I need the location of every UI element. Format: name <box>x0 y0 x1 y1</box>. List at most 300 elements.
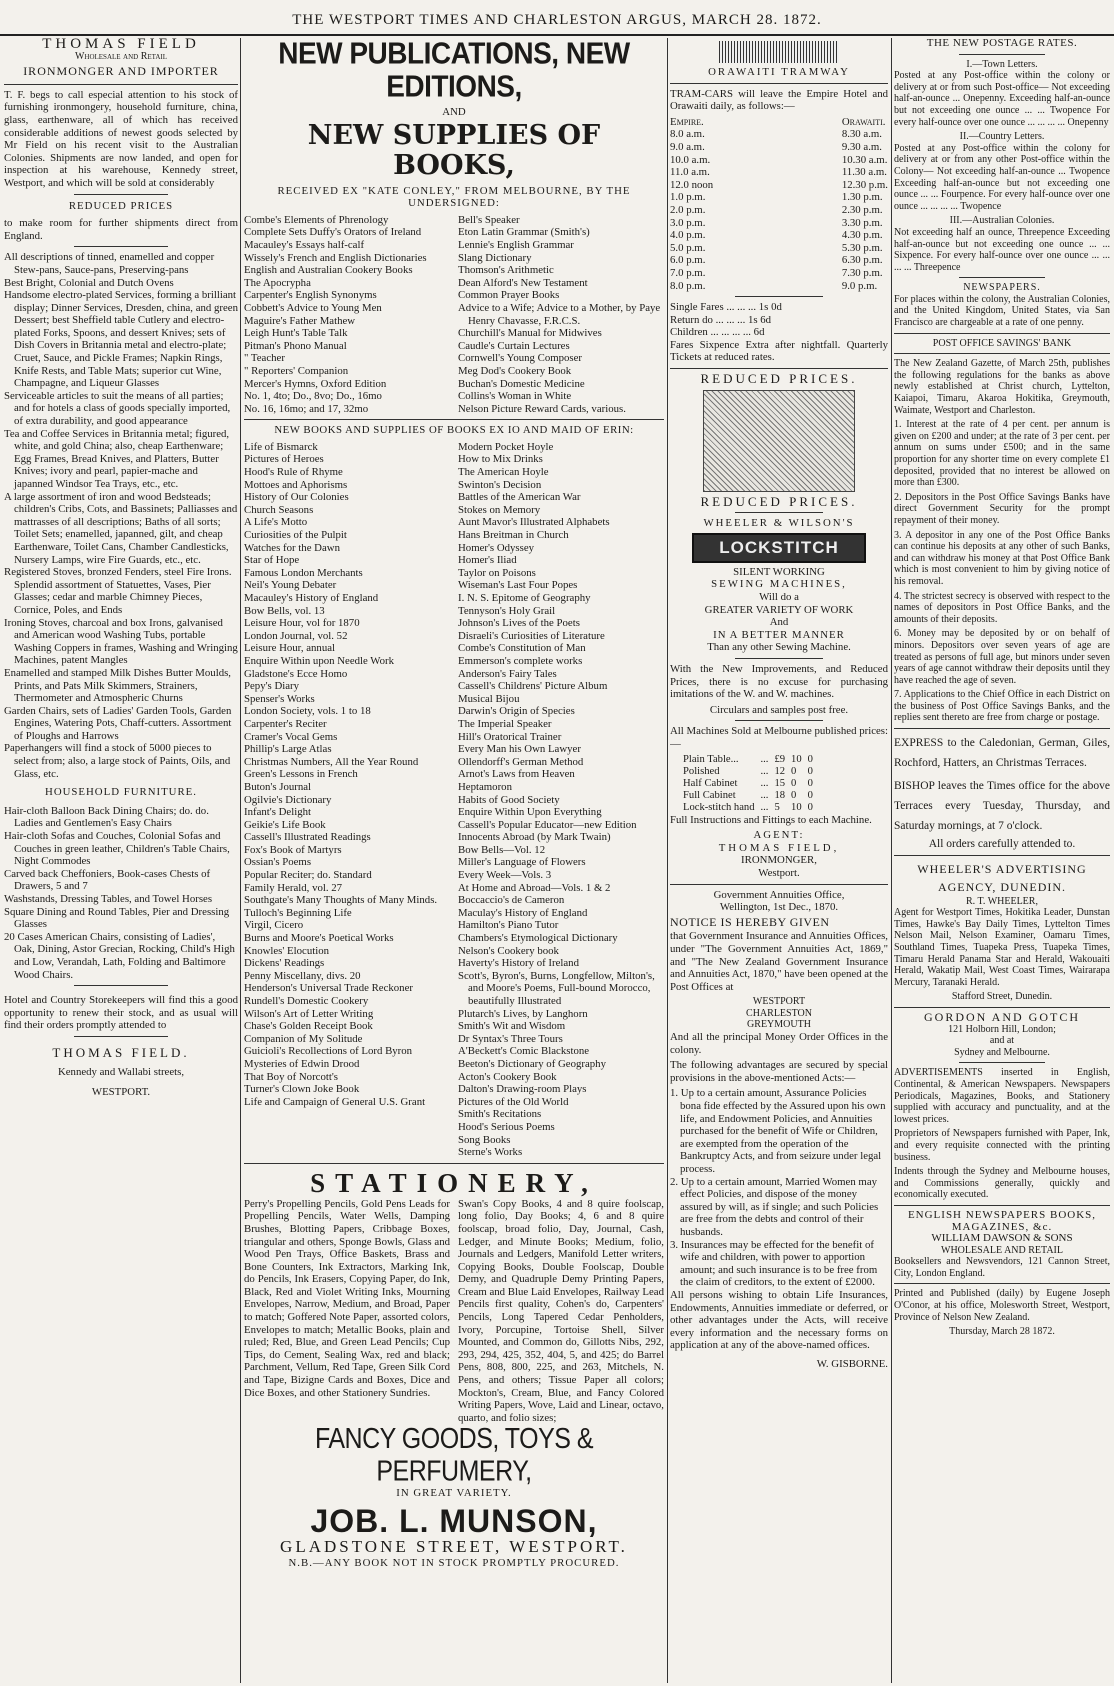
dawson-text: Booksellers and Newsvendors, 121 Cannon Street, City, London England. <box>894 1256 1110 1279</box>
improvements-text: With the New Improvements, and Reduced Prices, there is no excuse for purchasing imitations of the W. and W. machines. <box>670 663 888 701</box>
price-cell: Plain Table... <box>683 753 739 765</box>
book-item: Cassell's Popular Educator—new Edition <box>458 818 637 831</box>
list-item: Paperhangers will find a stock of 5000 pieces to select from; also, a large stock of Paints, Oils, and Glass, etc. <box>4 742 231 780</box>
book-item: Mysteries of Edwin Drood <box>244 1057 360 1070</box>
list-item: 1. Up to a certain amount, Assurance Policies bona fide effected by the Assured upon his own life, and Endowment Policies, and Annuities purchased for the benefit of Wife or Children, are exempted from the operation of the Bankruptcy Acts, and from seizure under legal process. <box>670 1087 886 1175</box>
imprint-date: Thursday, March 28 1872. <box>949 1326 1055 1338</box>
gov-office: Government Annuities Office, <box>713 888 845 901</box>
time-entry: 12.30 p.m. <box>841 178 888 191</box>
book-item: Turner's Clown Joke Book <box>244 1083 360 1096</box>
than-text: Than any other Sewing Machine. <box>707 641 851 654</box>
book-item: At Home and Abroad—Vols. 1 & 2 <box>458 881 611 894</box>
australian-heading: III.—Australian Colonies. <box>949 215 1055 227</box>
book-item: Pitman's Phono Manual <box>244 339 347 352</box>
price-table <box>680 754 816 814</box>
price-cell: Half Cabinet <box>683 777 738 789</box>
time-entry: 11.30 a.m. <box>841 166 887 179</box>
gisborne-signature: W. GISBORNE. <box>816 1357 888 1370</box>
book-item: Companion of My Solitude <box>244 1032 363 1045</box>
timetable-header: Empire. <box>670 115 704 128</box>
household-heading: HOUSEHOLD FURNITURE. <box>45 786 197 799</box>
divider <box>894 1007 1110 1008</box>
divider <box>894 1205 1110 1206</box>
divider <box>735 296 822 297</box>
time-entry: 5.0 p.m. <box>670 241 706 254</box>
time-entry: 9.30 a.m. <box>841 140 882 153</box>
book-item: Eton Latin Grammar (Smith's) <box>458 226 590 239</box>
book-item: " Reporters' Companion <box>244 364 349 377</box>
book-item: Complete Sets Duffy's Orators of Ireland <box>244 226 422 239</box>
express-text: EXPRESS to the Caledonian, German, Giles, Rochford, Hatters, an Christmas Terraces. <box>894 737 1110 770</box>
divider <box>894 1283 1110 1284</box>
advantages-list <box>670 1087 888 1289</box>
advantages-text: The following advantages are secured by special provisions in the above-mentioned Acts:— <box>670 1059 888 1084</box>
price-cell: 10 <box>791 801 802 813</box>
book-item: A Life's Motto <box>244 516 308 529</box>
variety-text: IN GREAT VARIETY. <box>396 1487 512 1500</box>
book-item: Homer's Iliad <box>458 554 517 567</box>
column-rule <box>240 38 241 1683</box>
book-item: Hill's Oratorical Trainer <box>458 730 562 743</box>
price-cell: 0 <box>791 789 797 801</box>
book-item: Bow Bells, vol. 13 <box>244 604 325 617</box>
agent-name: THOMAS FIELD, <box>718 841 840 854</box>
divider <box>735 658 822 659</box>
list-item: Tea and Coffee Services in Britannia metal; figured, white, and gold China; also, cheap Earthenware; Egg Frames, Bread Knives, and Platters, Butter Knives; ivory and pearl, papier-mache and japanned Windsor Tea Trays, etc., etc. <box>4 427 230 490</box>
book-item: Gladstone's Ecce Homo <box>244 667 348 680</box>
fare-item: Single Fares ... ... ... 1s 0d <box>670 301 782 314</box>
savings-intro: The New Zealand Gazette, of March 25th, publishes the following regulations for the banks as above newly established at Christ church, Lyttelton, Kaiapoi, Timaru, Akaroa Hokitika, Greymouth, Waimate, Westport and Charleston. <box>894 358 1110 416</box>
sewing-machine-illustration <box>703 390 855 492</box>
book-item: Every Week—Vols. 3 <box>458 869 552 882</box>
fares-list <box>670 301 888 339</box>
book-item: Thomson's Arithmetic <box>458 264 554 277</box>
book-item: Church Seasons <box>244 503 314 516</box>
book-item: Pictures of Heroes <box>244 453 324 466</box>
place: CHARLESTON <box>746 1007 812 1019</box>
book-item: Buton's Journal <box>244 780 312 793</box>
divider <box>894 353 1110 354</box>
book-item: Advice to a Wife; Advice to a Mother, by Paye Henry Chavasse, F.R.C.S. <box>458 301 661 327</box>
book-item: Nelson Picture Reward Cards, various. <box>458 402 626 415</box>
time-entry: 3.30 p.m. <box>841 216 883 229</box>
divider <box>4 84 238 85</box>
time-entry: 2.0 p.m. <box>670 203 706 216</box>
price-cell: 15 <box>774 777 786 789</box>
book-item: Haverty's History of Ireland <box>458 957 579 970</box>
stafford-address: Stafford Street, Dunedin. <box>951 991 1053 1003</box>
erin-heading: NEW BOOKS AND SUPPLIES OF BOOKS EX IO AND MAID OF ERIN: <box>274 424 634 437</box>
book-item: Popular Reciter; do. Standard <box>244 869 372 882</box>
time-entry: 8.30 a.m. <box>841 128 882 141</box>
holborn-address: 121 Holborn Hill, London; <box>948 1023 1056 1035</box>
book-item: Leigh Hunt's Table Talk <box>244 327 348 340</box>
book-item: Arnot's Laws from Heaven <box>458 768 575 781</box>
book-item: Pepy's Diary <box>244 680 300 693</box>
book-item: English and Australian Cookery Books <box>244 264 413 277</box>
price-cell: 0 <box>807 765 813 777</box>
stationery-right-text: Swan's Copy Books, 4 and 8 quire foolscap, long folio, Day Books; 4, 6 and 8 quire foolscap, broad folio, Day, Journal, Cash, Ledger, and Minute Books; Medium, folio, Journals and Ledgers, Manifold Letter writers, Copying Books, Double Foolscap, Double Demy, and Quadruple Demy Printing Papers, Cream and Blue Laid Envelopes, Railway Lead Pencils first quality, Cohen's do, Carpenters' Pencils, Long Tapered Cedar Penholders, Ivory, Porcupine, Tortoise Shell, Silver Mounted, and Common do, Gillotts Nibs, 292, 293, 294, 425, 352, 404, 5, and 425; do Barrel Pens, 808, 800, 225, and 263, Mitchels, N. Pens, and others; Tissue Paper all colors; Mockton's, Cream, Blue, and Fancy Colored Writing Papers, Wove, Laid and Linear, octavo, quarto, and folio sizes; <box>458 1197 664 1424</box>
book-item: Slang Dictionary <box>458 251 532 264</box>
list-item: Garden Chairs, sets of Ladies' Garden Tools, Garden Engines, Watering Pots, Chaff-cutters. Assortment of Ploughs and Harrows <box>4 704 232 742</box>
agent-trade: IRONMONGER, <box>741 854 817 867</box>
stationery-left-text: Perry's Propelling Pencils, Gold Pens Leads for Propelling Pencils, Water Wells, Damping Brushes, Blotting Papers, Cribbage Boxes, triangular and others, Sponge Bowls, Glass and Wood Pen Trays, Office Baskets, Brass and Bone Counters, Ink Extractors, Marking Ink, do Pencils, Ink Erasers, Copying Paper, do Ink, Black, Red and Violet Writing Inks, Mourning Envelopes, Narrow, Medium, and Broad, Paper to match; Goffered Note Paper, assorted colors, Envelopes to match; Metallic Books, plain and ruled; Red, Blue, and Green Lead Pencils; Cup Tips, do Cement, Sealing Wax, red and black; Parchment, Vellum, Red Tape, Green Silk Cord and Tape, Bizigne Cards and Boxes, Dice and Dice Boxes, and other Stationery Sundries. <box>244 1197 450 1399</box>
book-item: Taylor on Poisons <box>458 566 536 579</box>
book-item: Combe's Constitution of Man <box>458 642 586 655</box>
book-item: Combe's Elements of Phrenology <box>244 213 389 226</box>
price-cell: Lock-stitch hand <box>683 801 755 813</box>
price-cell: 10 <box>791 753 802 765</box>
price-cell: ... <box>760 753 769 765</box>
book-item: Cramer's Vocal Gems <box>244 730 338 743</box>
book-item: Wiseman's Last Four Popes <box>458 579 578 592</box>
time-entry: 4.30 p.m. <box>841 229 883 242</box>
signature-name: THOMAS FIELD. <box>52 1044 190 1060</box>
price-cell: 0 <box>807 777 813 789</box>
divider <box>670 368 888 369</box>
price-cell: ... <box>760 777 769 789</box>
lockstitch-banner: LOCKSTITCH <box>692 533 866 563</box>
dawson-heading: WILLIAM DAWSON & SONS <box>931 1232 1073 1245</box>
book-item: Lennie's English Grammar <box>458 238 574 251</box>
time-entry: 9.0 p.m. <box>841 279 878 292</box>
book-item: Family Herald, vol. 27 <box>244 881 343 894</box>
munson-name: JOB. L. MUNSON, <box>310 1503 598 1539</box>
book-item: Carpenter's Reciter <box>244 717 327 730</box>
timetable-header: Orawaiti. <box>841 115 886 128</box>
advertiser-trade: IRONMONGER AND IMPORTER <box>23 64 219 79</box>
book-item: Hans Breitman in Church <box>458 529 569 542</box>
book-item: Leisure Hour, vol for 1870 <box>244 617 360 630</box>
agent-label: AGENT: <box>753 829 805 842</box>
times-orawaiti <box>842 116 888 292</box>
book-item: Henderson's Universal Trade Reckoner <box>244 982 413 995</box>
time-entry: 5.30 p.m. <box>841 241 883 254</box>
book-item: Tulloch's Beginning Life <box>244 906 352 919</box>
street-text: GLADSTONE STREET, WESTPORT. <box>280 1537 628 1556</box>
intro-text: T. F. begs to call especial attention to his stock of furnishing ironmongery, household furniture, china, glass, earthenware, all of which has received considerable additions of newest goods selected by Mr Field on his recent visit to the Australian Colonies. Shipments are now landed, and open for inspection at his warehouse, Kennedy street, Westport, and which will be sold at considerably <box>4 88 238 189</box>
book-item: History of Our Colonies <box>244 491 349 504</box>
stationery-list <box>244 1198 664 1428</box>
money-text: And all the principal Money Order Offices in the colony. <box>670 1031 888 1056</box>
book-item: Geikie's Life Book <box>244 818 326 831</box>
list-item: Square Dining and Round Tables, Pier and Dressing Glasses <box>4 905 230 931</box>
book-item: Dr Syntax's Three Tours <box>458 1032 563 1045</box>
erin-left <box>244 441 450 1159</box>
book-item: Meg Dod's Cookery Book <box>458 364 572 377</box>
reduced-prices-heading: REDUCED PRICES. <box>700 371 858 387</box>
book-item: Enquire Within Upon Everything <box>458 806 602 819</box>
book-item: Christmas Numbers, All the Year Round <box>244 755 419 768</box>
book-item: Johnson's Lives of the Poets <box>458 617 580 630</box>
country-letters-text: Posted at any Post-office within the colony for delivery at or from any other Post-office within the Colony— Not exceeding half-an-ounce ... Twopence Exceeding half-an-ounce but not exceeding one ounce ... ... Fourpence. For every half-ounce over one ounce ... ... ... ... Twopence <box>894 142 1110 212</box>
book-item: A'Beckett's Comic Blackstone <box>458 1045 590 1058</box>
book-item: That Boy of Norcott's <box>244 1070 339 1083</box>
list-item: All descriptions of tinned, enamelled and copper Stew-pans, Sauce-pans, Preserving-pans <box>4 251 215 276</box>
savings-rule: 2. Depositors in the Post Office Savings Banks have direct Government Security for the prompt repayment of their money. <box>894 491 1110 526</box>
book-item: Pictures of the Old World <box>458 1095 569 1108</box>
book-item: Smith's Recitations <box>458 1108 542 1121</box>
divider <box>74 194 168 195</box>
book-item: Wilson's Art of Letter Writing <box>244 1007 374 1020</box>
bishop-text: BISHOP leaves the Times office for the above Terraces every Tuesday, Thursday, and Saturday mornings, at 7 o'clock. <box>894 780 1110 833</box>
book-item: Every Man his Own Lawyer <box>458 743 581 756</box>
book-item: Cornwell's Young Composer <box>458 352 583 365</box>
country-letters-heading: II.—Country Letters. <box>959 131 1045 143</box>
books-list-1 <box>244 214 664 416</box>
nb-text: N.B.—ANY BOOK NOT IN STOCK PROMPTLY PROCURED. <box>288 1556 620 1569</box>
price-cell: ... <box>760 801 769 813</box>
price-row <box>680 754 816 766</box>
willdo-text: Will do a <box>759 591 799 604</box>
book-item: Innocents Abroad (by Mark Twain) <box>458 831 611 844</box>
book-item: Cassell's Illustrated Readings <box>244 831 371 844</box>
book-item: Star of Hope <box>244 554 300 567</box>
book-item: Swinton's Decision <box>458 478 542 491</box>
books-title-2: NEW SUPPLIES OF BOOKS, <box>307 119 601 181</box>
book-item: Penny Miscellany, divs. 20 <box>244 969 361 982</box>
rt-wheeler: R. T. WHEELER, <box>966 895 1038 907</box>
book-item: Hamilton's Piano Tutor <box>458 919 559 932</box>
book-item: Mottoes and Aphorisms <box>244 478 348 491</box>
storekeepers-text: Hotel and Country Storekeepers will find this a good opportunity to renew their stock, and as usual will find their orders promptly attended to <box>4 994 238 1032</box>
column-tramway <box>670 38 888 1683</box>
book-item: Buchan's Domestic Medicine <box>458 377 585 390</box>
book-item: Curiosities of the Pulpit <box>244 529 347 542</box>
divider <box>894 728 1110 729</box>
book-item: Anderson's Fairy Tales <box>458 667 557 680</box>
book-item: Carpenter's English Synonyms <box>244 289 377 302</box>
list-item: Enamelled and stamped Milk Dishes Butter Moulds, Prints, and Pats Milk Skimmers, Strainers, Thermometer and Atmospheric Churns <box>4 666 232 705</box>
book-item: Ollendorff's German Method <box>458 755 584 768</box>
book-item: Knowles' Elocution <box>244 944 330 957</box>
list-item: Washstands, Dressing Tables, and Towel Horses <box>4 893 213 905</box>
time-entry: 10.0 a.m. <box>670 153 711 166</box>
town: WESTPORT. <box>91 1086 151 1099</box>
newspapers-text: For places within the colony, the Australian Colonies, and the United Kingdom, United States, via San Francisco are chargeable at a rate of one penny. <box>894 293 1110 329</box>
book-item: Boccaccio's de Cameron <box>458 894 565 907</box>
time-entry: 7.0 p.m. <box>670 266 706 279</box>
book-item: Musical Bijou <box>458 692 520 705</box>
masthead: THE WESTPORT TIMES AND CHARLESTON ARGUS, MARCH 28. 1872. <box>0 6 1114 36</box>
instructions-text: Full Instructions and Fittings to each Machine. <box>670 813 872 826</box>
divider <box>74 1036 168 1037</box>
fares-note: Fares Sixpence Extra after nightfall. Quarterly Tickets at reduced rates. <box>670 338 888 364</box>
australian-text: Not exceeding half an ounce, Threepence Exceeding half-an-ounce but not exceeding one ounce ... ... Sixpence. For every half-ounce over one ounce ... ... ... ... Threepence <box>894 226 1110 273</box>
book-item: Mercer's Hymns, Oxford Edition <box>244 377 387 390</box>
divider <box>959 277 1045 278</box>
time-entry: 6.30 p.m. <box>841 254 883 267</box>
furniture-list <box>4 805 238 981</box>
divider <box>244 1163 664 1164</box>
book-item: Emmerson's complete works <box>458 654 583 667</box>
savings-rule: 7. Applications to the Chief Office in each District on the business of Post Office Savings Banks, and the replies sent thereto are free from charge or postage. <box>894 689 1110 724</box>
erin-right <box>458 441 664 1159</box>
better-text: IN A BETTER MANNER <box>713 628 845 641</box>
greater-text: GREATER VARIETY OF WORK <box>704 603 854 616</box>
book-item: " Teacher <box>244 352 285 365</box>
advertiser-subtitle: Wholesale and Retail <box>74 50 168 62</box>
time-entry: 4.0 p.m. <box>670 229 706 242</box>
divider <box>894 855 1110 856</box>
list-item: Hair-cloth Balloon Back Dining Chairs; do. do. Ladies and Gentlemen's Easy Chairs <box>4 804 209 830</box>
reduced-prices-heading: REDUCED PRICES <box>68 199 174 212</box>
book-item: Disraeli's Curiosities of Literature <box>458 629 605 642</box>
advertiser-name: THOMAS FIELD <box>42 38 200 52</box>
column-postage <box>894 38 1110 1683</box>
price-cell: 5 <box>774 801 780 813</box>
savings-heading: POST OFFICE SAVINGS' BANK <box>932 337 1072 349</box>
book-item: London Society, vols. 1 to 18 <box>244 705 371 718</box>
postage-heading: THE NEW POSTAGE RATES. <box>926 38 1078 49</box>
list-item: Registered Stoves, bronzed Fenders, steel Fire Irons. Splendid assortment of Statuettes, Vases, Pier Glasses; cedar and marble Chimney Pieces, Cornice, Poles, and Ends <box>4 566 232 616</box>
book-item: Infant's Delight <box>244 806 312 819</box>
book-item: Stokes on Memory <box>458 503 541 516</box>
book-item: Bell's Speaker <box>458 213 520 226</box>
list-item: Serviceable articles to suit the means of all parties; and for hotels a class of goods specially imported, of extra durability, and good appearance <box>4 389 231 428</box>
divider <box>670 83 888 84</box>
price-cell: 0 <box>807 789 813 801</box>
book-item: Wissely's French and English Dictionaries <box>244 251 427 264</box>
received-text: RECEIVED EX "KATE CONLEY," FROM MELBOURNE, BY THE UNDERSIGNED: <box>277 184 631 210</box>
divider <box>74 985 168 986</box>
divider <box>244 419 664 420</box>
book-item: Burns and Moore's Poetical Works <box>244 932 394 945</box>
persons-text: All persons wishing to obtain Life Insurances, Endowments, Annuities immediate or deferred, or other advantages under the Acts, will receive every information and the necessary forms on application at any of the above-named offices. <box>670 1288 888 1352</box>
savings-rule: 6. Money may be deposited by or on behalf of minors. Depositors over seven years of age are treated as persons of full age, but minors under seven years of age cannot withdraw their deposits until they have reached the age of seven. <box>894 628 1110 686</box>
book-item: Aunt Mavor's Illustrated Alphabets <box>458 516 610 529</box>
time-entry: 7.30 p.m. <box>841 266 883 279</box>
book-item: No. 16, 16mo; and 17, 32mo <box>244 402 369 415</box>
book-item: Modern Pocket Hoyle <box>458 440 554 453</box>
divider <box>735 720 822 721</box>
item-list <box>4 251 238 780</box>
book-item: Miller's Language of Flowers <box>458 856 586 869</box>
price-row <box>680 778 816 790</box>
price-cell: 0 <box>807 753 813 765</box>
and-text: And <box>769 616 789 629</box>
reduced-prices-heading: REDUCED PRICES. <box>700 493 858 509</box>
town-letters-heading: I.—Town Letters. <box>966 58 1038 70</box>
book-item: Common Prayer Books <box>458 289 560 302</box>
gordon-gotch-heading: GORDON AND GOTCH <box>923 1010 1080 1024</box>
agent-town: Westport. <box>758 866 800 879</box>
savings-rule: 1. Interest at the rate of 4 per cent. per annum is given on £200 and under; at the rate of 3 per cent. per annum on sums under £500; and in the same proportion for any shorter time on every complete £1 deposited, provided that no interest be allowed on more than £300. <box>894 419 1110 489</box>
book-item: Song Books <box>458 1133 511 1146</box>
book-item: Green's Lessons in French <box>244 768 358 781</box>
machines-text: All Machines Sold at Melbourne published prices:— <box>670 725 888 750</box>
english-newspapers-heading: ENGLISH NEWSPAPERS BOOKS, MAGAZINES, &c. <box>907 1208 1097 1233</box>
fancy-goods-heading: FANCY GOODS, TOYS & PERFUMERY, <box>314 1423 594 1488</box>
dawson-subtitle: WHOLESALE AND RETAIL <box>941 1244 1063 1256</box>
books-right <box>458 214 664 416</box>
stationery-heading: STATIONERY, <box>310 1167 598 1198</box>
price-cell: 0 <box>807 801 813 813</box>
time-entry: 1.30 p.m. <box>841 191 883 204</box>
printed-by-text: Printed and Published (daily) by Eugene Joseph O'Conor, at his office, Molesworth Street, Westport, Province of Nelson New Zealand. <box>894 1288 1110 1323</box>
agent-list-text: Agent for Westport Times, Hokitika Leader, Dunstan Times, Hawke's Bay Daily Times, Lyttelton Times Nelson Mail, Nelson Examiner, Oamaru Times, Southland Times, Tuapeka Press, Tuapeka Times, Timaru Herald Panama Star and Herald, Wakouaiti Herald, Wakatip Mail, West Coast Times, Wairarapa Mercury, Taranaki Herald. <box>894 907 1110 988</box>
book-item: How to Mix Drinks <box>458 453 543 466</box>
savings-rule: 4. The strictest secrecy is observed with respect to the names of depositors in Post Office Banks, and the amounts of their deposits. <box>894 590 1110 625</box>
tram-text: TRAM-CARS will leave the Empire Hotel and Orawaiti daily, as follows:— <box>670 87 888 113</box>
silent-text: SILENT WORKING <box>733 565 825 578</box>
book-item: Famous London Merchants <box>244 566 363 579</box>
book-item: Guicioli's Recollections of Lord Byron <box>244 1045 413 1058</box>
book-item: Ogilvie's Dictionary <box>244 793 332 806</box>
time-entry: 10.30 a.m. <box>841 153 888 166</box>
book-item: Neil's Young Debater <box>244 579 337 592</box>
book-item: Battles of the American War <box>458 491 581 504</box>
times-empire <box>670 116 713 292</box>
book-item: Dalton's Drawing-room Plays <box>458 1083 587 1096</box>
price-cell: 0 <box>791 765 797 777</box>
book-item: Spenser's Works <box>244 692 315 705</box>
book-item: The Imperial Speaker <box>458 717 552 730</box>
time-entry: 9.0 a.m. <box>670 140 705 153</box>
fare-item: Children ... ... ... ... 6d <box>670 326 765 339</box>
list-item: Hair-cloth Sofas and Couches, Colonial Sofas and Couches in green leather, Children's Table Chairs, Night Commodes <box>4 830 230 868</box>
town-letters-text: Posted at any Post-office within the colony or delivery at or from such Post-office— Not exceeding half-an-ounce ... Onepenny. Exceeding half-an-ounce but not exceeding one ounce ... ... Twopence For every half-ounce over one ounce ... ... ... ... Onepenny <box>894 70 1110 128</box>
list-item: 3. Insurances may be effected for the benefit of wife and children, with power to apportion amount; and such insurance is to be free from the claim of creditors, to the extent of £2000. <box>670 1238 878 1289</box>
price-row <box>680 790 816 802</box>
price-cell: 18 <box>774 789 786 801</box>
time-entry: 3.0 p.m. <box>670 216 706 229</box>
book-item: Dean Alford's New Testament <box>458 276 588 289</box>
list-item: 2. Up to a certain amount, Married Women may effect Policies, and dispose of the money assured by will, as if single; and such Policies are free from the debts and control of their husbands. <box>670 1175 879 1238</box>
time-entry: 6.0 p.m. <box>670 254 706 267</box>
divider <box>894 333 1110 334</box>
list-item: 20 Cases American Chairs, consisting of Ladies', Oak, Dining, Astor Grecian, Rocking, Child's High and Low, Verandah, Lath, Folding and Baltimore Wood Chairs. <box>4 930 235 981</box>
price-cell: ... <box>760 789 769 801</box>
book-item: Cobbett's Advice to Young Men <box>244 301 382 314</box>
time-entry: 8.0 p.m. <box>670 279 706 292</box>
book-item: Watches for the Dawn <box>244 541 340 554</box>
column-books <box>244 38 664 1683</box>
address: Kennedy and Wallabi streets, <box>57 1065 185 1078</box>
proprietors-text: Proprietors of Newspapers furnished with Paper, Ink, and every requisite connected with the printing business. <box>894 1128 1110 1163</box>
book-item: Hood's Rule of Rhyme <box>244 466 343 479</box>
timetable <box>670 116 888 292</box>
orders-text: All orders carefully attended to. <box>928 838 1076 851</box>
book-item: Caudle's Curtain Lectures <box>458 339 570 352</box>
sewing-text: SEWING MACHINES, <box>711 578 847 591</box>
list-item: A large assortment of iron and wood Bedsteads; children's Cribs, Cots, and Bassinets; Palliasses and mattrasses of all descriptions; Baths of all sorts; Toilet Sets; enamelled, japanned, gilt, and cheap Earthenware, Toilet Cans, Chamber Candlesticks, Nursery Lamps, wire Fire Guards, etc., etc. <box>4 490 238 566</box>
book-item: Leisure Hour, annual <box>244 642 336 655</box>
tram-engraving <box>719 41 839 63</box>
price-cell: £9 <box>774 753 786 765</box>
book-item: Homer's Odyssey <box>458 541 535 554</box>
divider <box>74 246 168 247</box>
book-item: Plutarch's Lives, by Langhorn <box>458 1007 588 1020</box>
book-item: Chambers's Etymological Dictionary <box>458 932 618 945</box>
time-entry: 8.0 a.m. <box>670 128 705 141</box>
time-entry: 12.0 noon <box>670 178 714 191</box>
book-item: Maculay's History of England <box>458 906 588 919</box>
book-item: I. N. S. Epitome of Geography <box>458 592 591 604</box>
books-left <box>244 214 450 416</box>
book-item: Southgate's Many Thoughts of Many Minds. <box>244 894 438 907</box>
price-row <box>680 802 816 814</box>
wheeler-agency-heading: WHEELER'S ADVERTISING AGENCY, DUNEDIN. <box>917 861 1087 894</box>
sydney-text: Sydney and Melbourne. <box>954 1046 1050 1058</box>
divider <box>670 884 888 885</box>
tram-title: ORAWAITI TRAMWAY <box>708 66 850 78</box>
books-title-1: NEW PUBLICATIONS, NEW EDITIONS, <box>278 38 630 103</box>
list-item: Best Bright, Colonial and Dutch Ovens <box>4 276 174 289</box>
book-item: Scott's, Byron's, Burns, Longfellow, Milton's, and Moore's Poems, Full-bound Morocco, beautifully Illustrated <box>458 969 655 1007</box>
column-rule <box>891 38 892 1683</box>
divider <box>959 54 1045 55</box>
